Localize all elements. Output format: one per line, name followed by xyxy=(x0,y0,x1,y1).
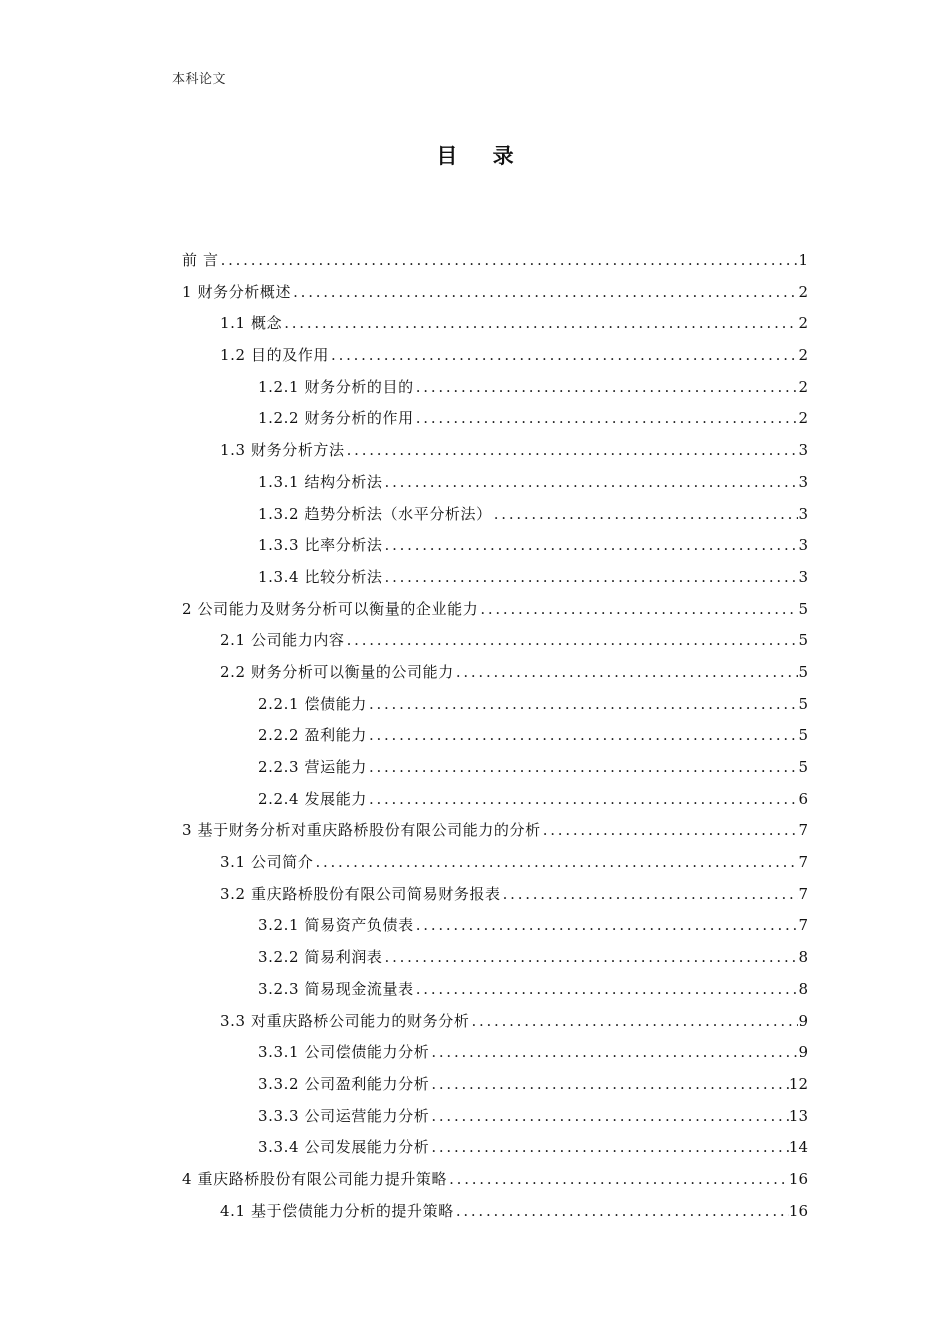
toc-entry-title: 1.2.1 财务分析的目的 xyxy=(258,377,414,396)
toc-entry[interactable] xyxy=(182,1101,808,1133)
toc-entry-title: 前 言 xyxy=(182,251,219,269)
toc-entry[interactable] xyxy=(182,372,808,404)
toc-entry[interactable] xyxy=(182,499,808,531)
page-title: 目 录 xyxy=(436,143,528,168)
toc-entry-title: 3.2.2 简易利润表 xyxy=(258,948,383,967)
toc-page-number: 5 xyxy=(798,726,808,745)
toc-entry[interactable] xyxy=(182,467,808,499)
toc-entry-title: 3.3 对重庆路桥公司能力的财务分析 xyxy=(220,1011,470,1030)
toc-entry-title: 1.3 财务分析方法 xyxy=(220,441,345,460)
toc-page-number: 7 xyxy=(798,884,808,903)
toc-dot-leader xyxy=(429,1069,789,1101)
toc-dot-leader xyxy=(367,720,798,752)
toc-dot-leader xyxy=(429,1101,789,1133)
toc-page-number: 5 xyxy=(798,694,808,713)
toc-dot-leader xyxy=(492,499,798,531)
toc-dot-leader xyxy=(367,752,798,784)
toc-entry[interactable] xyxy=(182,625,808,657)
toc-dot-leader xyxy=(429,1132,789,1164)
toc-dot-leader xyxy=(414,910,798,942)
toc-entry-title: 2 公司能力及财务分析可以衡量的企业能力 xyxy=(182,599,479,618)
toc-entry-title: 2.1 公司能力内容 xyxy=(220,631,345,650)
toc-entry[interactable] xyxy=(182,1006,808,1038)
toc-dot-leader xyxy=(478,594,798,626)
toc-dot-leader xyxy=(454,1196,789,1228)
toc-entry-title: 3.2.1 简易资产负债表 xyxy=(258,916,414,935)
toc-entry-title: 2.2.3 营运能力 xyxy=(258,758,367,776)
toc-dot-leader xyxy=(501,879,798,911)
toc-page-number: 5 xyxy=(798,631,808,650)
toc-dot-leader xyxy=(313,847,798,879)
toc-dot-leader xyxy=(383,467,798,499)
toc-entry[interactable] xyxy=(182,340,808,372)
toc-dot-leader xyxy=(447,1164,789,1196)
toc-dot-leader xyxy=(383,530,798,562)
toc-dot-leader xyxy=(414,403,798,435)
toc-page-number: 3 xyxy=(798,472,808,491)
toc-dot-leader xyxy=(345,625,798,657)
toc-entry[interactable] xyxy=(182,942,808,974)
toc-page-number: 9 xyxy=(798,1043,808,1062)
toc-dot-leader xyxy=(345,435,798,467)
toc-entry-title: 3.3.2 公司盈利能力分析 xyxy=(258,1074,430,1093)
toc-entry[interactable] xyxy=(182,594,808,626)
toc-dot-leader xyxy=(282,308,798,340)
toc-dot-leader xyxy=(367,689,798,721)
toc-page-number: 8 xyxy=(798,948,808,967)
toc-page-number: 16 xyxy=(788,1169,808,1188)
toc-page-number: 8 xyxy=(798,979,808,998)
toc-entry-title: 3.3.1 公司偿债能力分析 xyxy=(258,1043,430,1062)
toc-page-number: 1 xyxy=(798,251,808,269)
toc-dot-leader xyxy=(414,974,798,1006)
toc-entry-title: 2.2.2 盈利能力 xyxy=(258,726,367,745)
toc-entry[interactable] xyxy=(182,689,808,721)
toc-entry[interactable] xyxy=(182,435,808,467)
toc-entry[interactable] xyxy=(182,277,808,309)
toc-entry[interactable] xyxy=(182,1037,808,1069)
toc-page-number: 2 xyxy=(798,314,808,333)
toc-dot-leader xyxy=(429,1037,798,1069)
toc-entry[interactable] xyxy=(182,879,808,911)
toc-page-number: 3 xyxy=(798,441,808,460)
toc-entry[interactable] xyxy=(182,974,808,1006)
toc-entry[interactable] xyxy=(182,752,808,784)
toc-page-number: 7 xyxy=(798,821,808,840)
toc-entry[interactable] xyxy=(182,245,808,277)
toc-entry-title: 2.2.4 发展能力 xyxy=(258,789,367,808)
toc-entry-title: 3.3.4 公司发展能力分析 xyxy=(258,1138,430,1157)
toc-page-number: 2 xyxy=(798,346,808,365)
toc-page-number: 14 xyxy=(788,1138,808,1157)
toc-entry-title: 3.2.3 简易现金流量表 xyxy=(258,979,414,998)
toc-entry-title: 1.2.2 财务分析的作用 xyxy=(258,409,414,428)
toc-dot-leader xyxy=(291,277,798,309)
toc-entry[interactable] xyxy=(182,562,808,594)
toc-entry-title: 1.3.3 比率分析法 xyxy=(258,536,383,555)
toc-page-number: 7 xyxy=(798,853,808,872)
toc-page-number: 6 xyxy=(798,789,808,808)
toc-dot-leader xyxy=(469,1006,798,1038)
toc-page-number: 5 xyxy=(798,662,808,681)
toc-page-number: 5 xyxy=(798,758,808,776)
toc-dot-leader xyxy=(454,657,798,689)
toc-entry[interactable] xyxy=(182,403,808,435)
toc-page-number: 3 xyxy=(798,567,808,586)
toc-entry-title: 3.1 公司简介 xyxy=(220,853,314,872)
toc-entry-title: 3 基于财务分析对重庆路桥股份有限公司能力的分析 xyxy=(182,821,541,840)
toc-entry-title: 1.2 目的及作用 xyxy=(220,346,330,365)
toc-entry-title: 1.3.2 趋势分析法（水平分析法） xyxy=(258,504,492,523)
toc-entry[interactable] xyxy=(182,1196,808,1228)
toc-entry[interactable] xyxy=(182,657,808,689)
toc-entry[interactable] xyxy=(182,910,808,942)
toc-entry[interactable] xyxy=(182,784,808,816)
toc-entry[interactable] xyxy=(182,847,808,879)
running-header: 本科论文 xyxy=(172,72,227,87)
toc-entry[interactable] xyxy=(182,1164,808,1196)
toc-dot-leader xyxy=(219,245,798,277)
toc-page-number: 3 xyxy=(798,504,808,523)
toc-dot-leader xyxy=(383,562,798,594)
toc-entry[interactable] xyxy=(182,815,808,847)
toc-entry[interactable] xyxy=(182,530,808,562)
toc-entry-title: 2.2.1 偿债能力 xyxy=(258,694,367,713)
toc-dot-leader xyxy=(329,340,798,372)
toc-page-number: 9 xyxy=(798,1011,808,1030)
toc-entry[interactable] xyxy=(182,720,808,752)
toc-page-number: 7 xyxy=(798,916,808,935)
toc-entry-title: 4.1 基于偿债能力分析的提升策略 xyxy=(220,1201,454,1220)
toc-page-number: 16 xyxy=(788,1201,808,1220)
toc-page-number: 2 xyxy=(798,409,808,428)
toc-entry-title: 2.2 财务分析可以衡量的公司能力 xyxy=(220,662,454,681)
toc-entry[interactable] xyxy=(182,1069,808,1101)
toc-dot-leader xyxy=(367,784,798,816)
toc-page-number: 3 xyxy=(798,536,808,555)
toc-entry[interactable] xyxy=(182,1132,808,1164)
toc-entry-title: 3.2 重庆路桥股份有限公司简易财务报表 xyxy=(220,884,501,903)
toc-entry-title: 1.3.1 结构分析法 xyxy=(258,472,383,491)
toc-entry-title: 4 重庆路桥股份有限公司能力提升策略 xyxy=(182,1169,448,1188)
toc-page-number: 5 xyxy=(798,599,808,618)
toc-dot-leader xyxy=(414,372,798,404)
toc-entry[interactable] xyxy=(182,308,808,340)
table-of-contents xyxy=(182,245,808,1227)
toc-dot-leader xyxy=(383,942,798,974)
toc-entry-title: 1.3.4 比较分析法 xyxy=(258,567,383,586)
toc-page-number: 2 xyxy=(798,377,808,396)
toc-page-number: 12 xyxy=(788,1074,808,1093)
toc-dot-leader xyxy=(541,815,798,847)
toc-entry-title: 1.1 概念 xyxy=(220,314,283,333)
toc-entry-title: 1 财务分析概述 xyxy=(182,282,292,301)
toc-page-number: 13 xyxy=(788,1106,808,1125)
toc-entry-title: 3.3.3 公司运营能力分析 xyxy=(258,1106,430,1125)
toc-page-number: 2 xyxy=(798,282,808,301)
